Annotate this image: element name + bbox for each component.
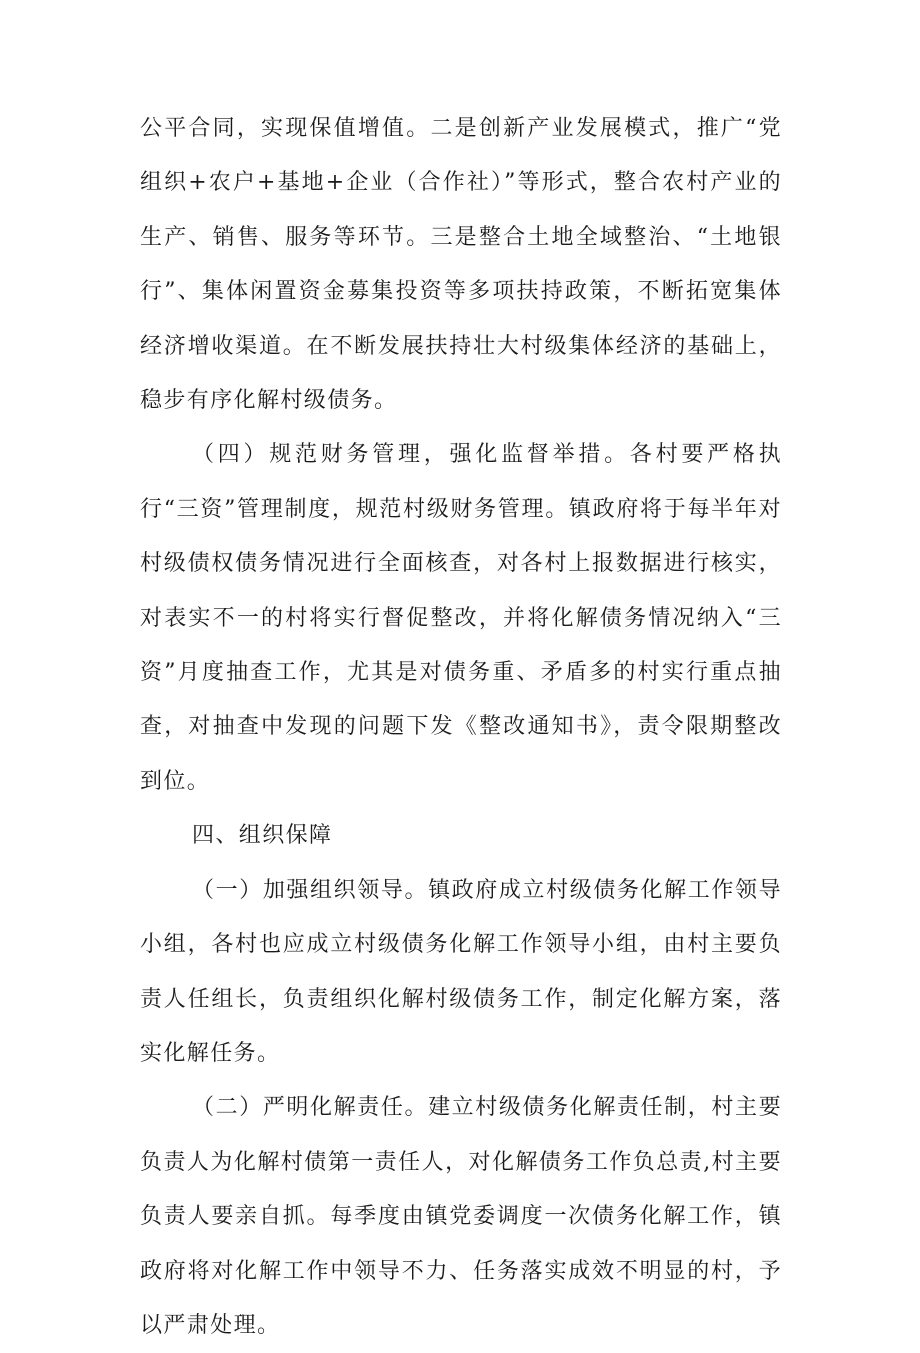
section-heading-organization: 四、组织保障 [192,823,333,849]
paragraph-leadership: （一）加强组织领导。镇政府成立村级债务化解工作领导小组，各村也应成立村级债务化解工作领导小组，由村主要负责人任组长，负责组织化解村级债务工作，制定化解方案，落实化解任务。 [140,877,782,1066]
paragraph-continuation: 公平合同，实现保值增值。二是创新产业发展模式，推广“党组织+农户+基地+企业（合作社）”等形式，整合农村产业的生产、销售、服务等环节。三是整合土地全域整治、“土地银行”、集体闲置资金募集投资等多项扶持政策，不断拓宽集体经济增收渠道。在不断发展扶持壮大村级集体经济的基础上，稳步有序化解村级债务。 [140,116,782,414]
document-body [140,102,782,1353]
paragraph-financial-management: （四）规范财务管理，强化监督举措。各村要严格执行“三资”管理制度，规范村级财务管理。镇政府将于每半年对村级债权债务情况进行全面核查，对各村上报数据进行核实，对表实不一的村将实行督促整改，并将化解债务情况纳入“三资”月度抽查工作，尤其是对债务重、矛盾多的村实行重点抽查，对抽查中发现的问题下发《整改通知书》，责令限期整改到位。 [140,442,782,794]
paragraph-responsibility: （二）严明化解责任。建立村级债务化解责任制，村主要负责人为化解村债第一责任人，对化解债务工作负总责,村主要负责人要亲自抓。每季度由镇党委调度一次债务化解工作，镇政府将对化解工作中领导不力、任务落实成效不明显的村，予以严肃处理。 [140,1095,782,1338]
